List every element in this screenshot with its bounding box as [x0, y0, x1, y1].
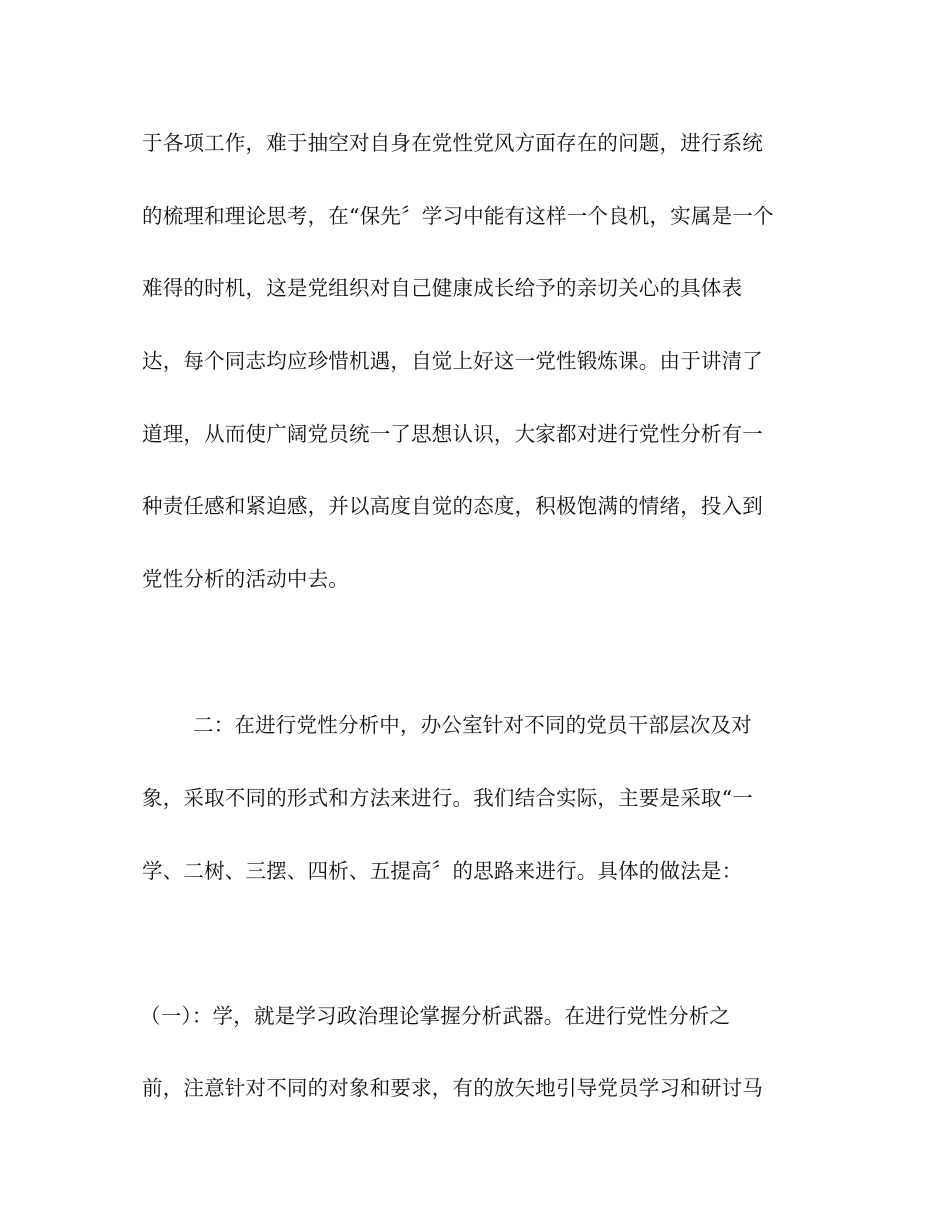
paragraph-1-line: 道理，从而使广阔党员统一了思想认识，大家都对进行党性分析有一: [142, 422, 763, 446]
paragraph-2-line: 象，采取不同的形式和方法来进行。我们结合实际，主要是采取“一: [142, 786, 753, 810]
paragraph-2-line: 二：在进行党性分析中，办公室针对不同的党员干部层次及对: [193, 713, 752, 737]
paragraph-1-line: 于各项工作，难于抽空对自身在党性党风方面存在的问题，进行系统: [142, 131, 763, 155]
paragraph-1-line: 难得的时机，这是党组织对自己健康成长给予的亲切关心的具体表: [142, 276, 743, 300]
paragraph-2-line: 学、二树、三摆、四析、五提高〞的思路来进行。具体的做法是：: [142, 859, 743, 883]
paragraph-1-line: 种责任感和紧迫感，并以高度自觉的态度，积极饱满的情绪，投入到: [142, 494, 763, 518]
paragraph-1-line: 党性分析的活动中去。: [142, 567, 349, 591]
paragraph-3-line: 前，注意针对不同的对象和要求，有的放矢地引导党员学习和研讨马: [142, 1076, 763, 1100]
paragraph-1-line: 的梳理和理论思考，在“保先〞学习中能有这样一个良机，实属是一个: [142, 204, 774, 228]
paragraph-1-line: 达，每个同志均应珍惜机遇，自觉上好这一党性锻炼课。由于讲清了: [142, 349, 763, 373]
paragraph-3-line: （一）：学，就是学习政治理论掌握分析武器。在进行党性分析之: [140, 1004, 731, 1028]
